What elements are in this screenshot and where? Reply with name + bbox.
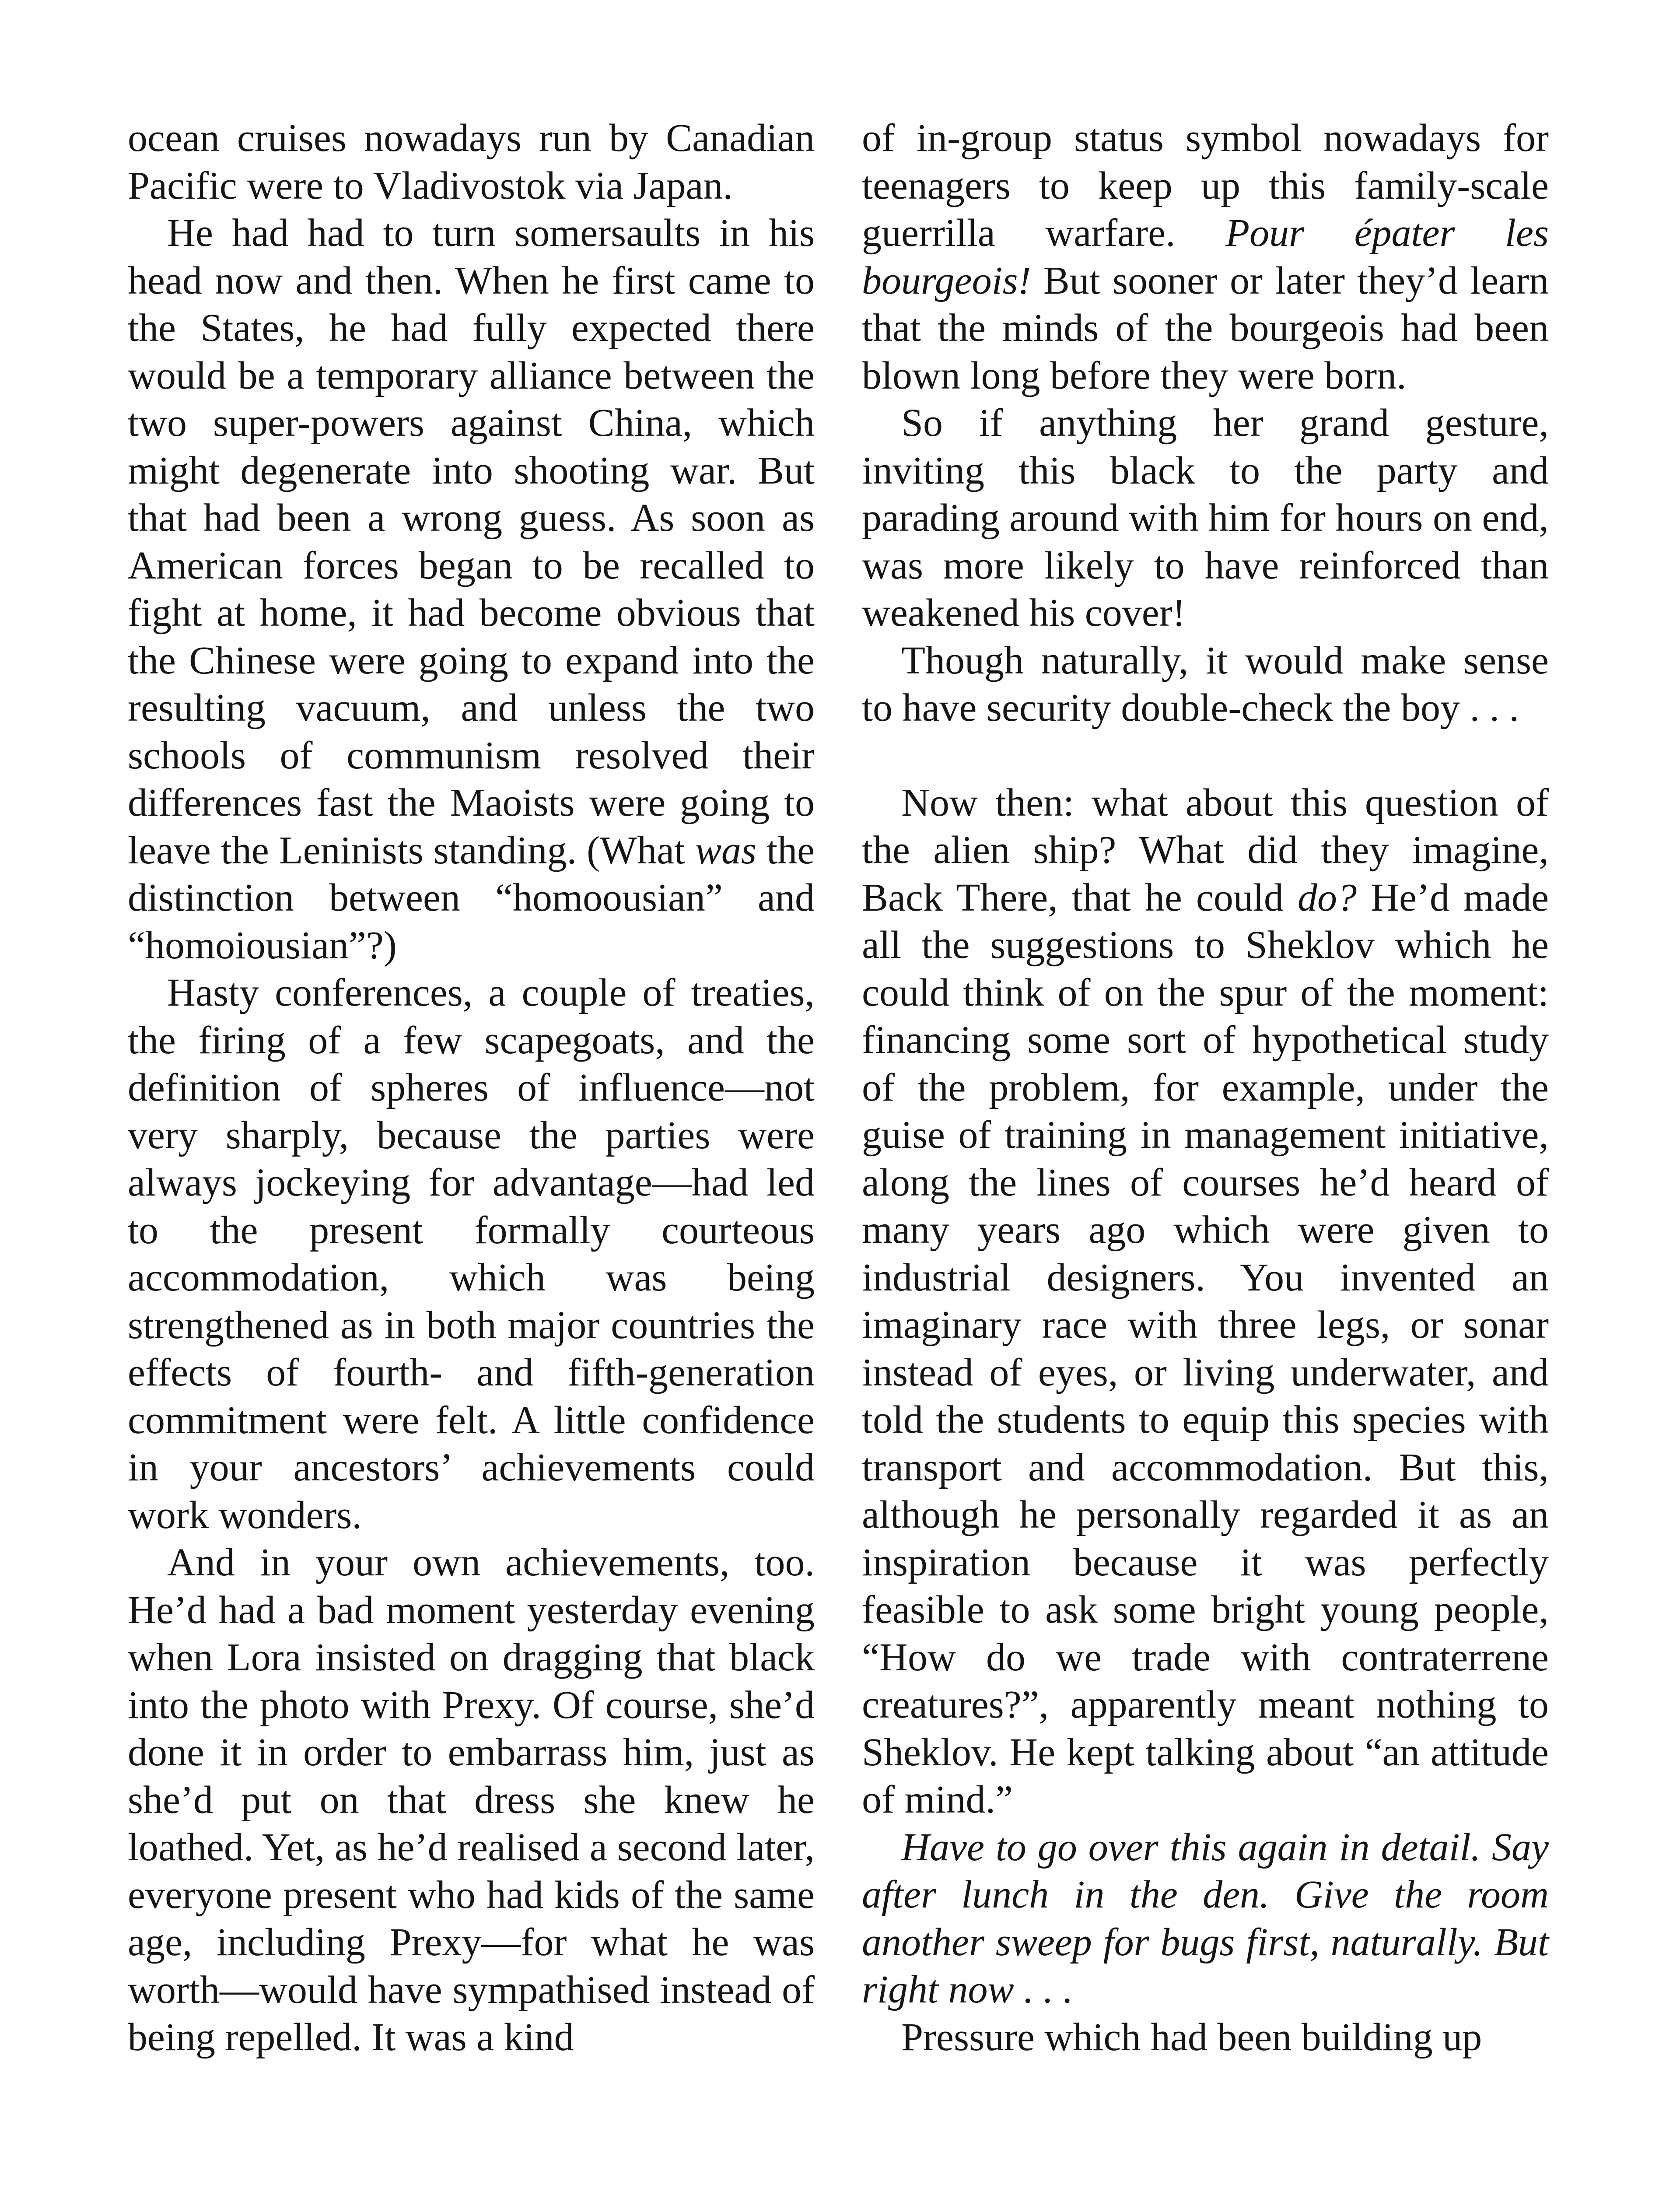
emphasis-text: was — [695, 828, 757, 872]
right-text-column — [862, 115, 1549, 2188]
paragraph-text: He had had to turn somersaults in his head now and then. When he first came to the States, he had fully expected there would be a temporary alliance between the two super-powers against China, which might degenerate into shooting war. But that had been a wrong guess. As soon as American forces began to be recalled to fight at home, it had become obvious that the Chinese were going to expand into the resulting vacuum, and unless the two schools of communism resolved their differences fast the Maoists were going to leave the Leninists standing. (What — [128, 211, 815, 872]
paragraph: Though naturally, it would make sense to have security double-check the boy . . . — [862, 638, 1549, 729]
emphasis-text: do? — [1298, 876, 1357, 919]
paragraph — [862, 115, 1549, 400]
paragraph: ocean cruises nowadays run by Canadian Pacific were to Vladivostok via Japan. — [128, 116, 815, 207]
paragraph-text: Now then: what about this question of the alien ship? What did they imagine, Back There, that he could — [862, 781, 1549, 919]
paragraph — [862, 779, 1549, 1824]
emphasis-text: Have to go over this again in detail. Say after lunch in the den. Give the room another sweep for bugs first, naturally. But right now . . . — [862, 1825, 1549, 2011]
italic-paragraph — [862, 1824, 1549, 2014]
paragraph-text: But sooner or later they’d learn that the minds of the bourgeois had been blown long before they were born. — [862, 259, 1549, 397]
paragraph: So if anything her grand gesture, inviting this black to the party and parading around with him for hours on end, was more likely to have reinforced than weakened his cover! — [862, 401, 1549, 635]
paragraph-text: of in-group status symbol nowadays for teenagers to keep up this family-scale guerrilla warfare. — [862, 116, 1549, 255]
emphasis-text: Pour épater les bourgeois! — [862, 211, 1549, 302]
paragraph: And in your own achievements, too. He’d had a bad moment yesterday evening when Lora insisted on dragging that black into the photo with Prexy. Of course, she’d done it in order to embarrass him, just as she’d put on that dress she knew he loathed. Yet, as he’d realised a second later, everyone present who had kids of the same age, including Prexy—for what he was worth—would have sympathised instead of being repelled. It was a kind — [128, 1541, 815, 2059]
paragraph-text: the distinction between “homoousian” and “homoiousian”?) — [128, 828, 815, 967]
paragraph: Hasty conferences, a couple of treaties, the firing of a few scapegoats, and the definition of spheres of influence—not very sharply, because the parties were always jockeying for advantage—had led to the present formally courteous accommodation, which was being strengthened as in both major countries the effects of fourth- and fifth-generation commitment were felt. A little confidence in your ancestors’ achievements could work wonders. — [128, 971, 815, 1537]
paragraph: Pressure which had been building up — [901, 2015, 1482, 2059]
left-text-column — [128, 115, 815, 2188]
section-break — [862, 732, 1549, 779]
paragraph — [128, 210, 815, 969]
paragraph-text: He’d made all the suggestions to Sheklov which he could think of on the spur of the moment: financing some sort of hypothetical study of the problem, for example, under the guise of training in management initiative, along the lines of courses he’d heard of many years ago which were given to industrial designers. You invented an imaginary race with three legs, or sonar instead of eyes, or living underwater, and told the students to equip this species with transport and accommodation. But this, although he personally regarded it as an inspiration because it was perfectly feasible to ask some bright young people, “How do we trade with contraterrene creatures?”, apparently meant nothing to Sheklov. He kept talking about “an attitude of mind.” — [862, 876, 1549, 1821]
